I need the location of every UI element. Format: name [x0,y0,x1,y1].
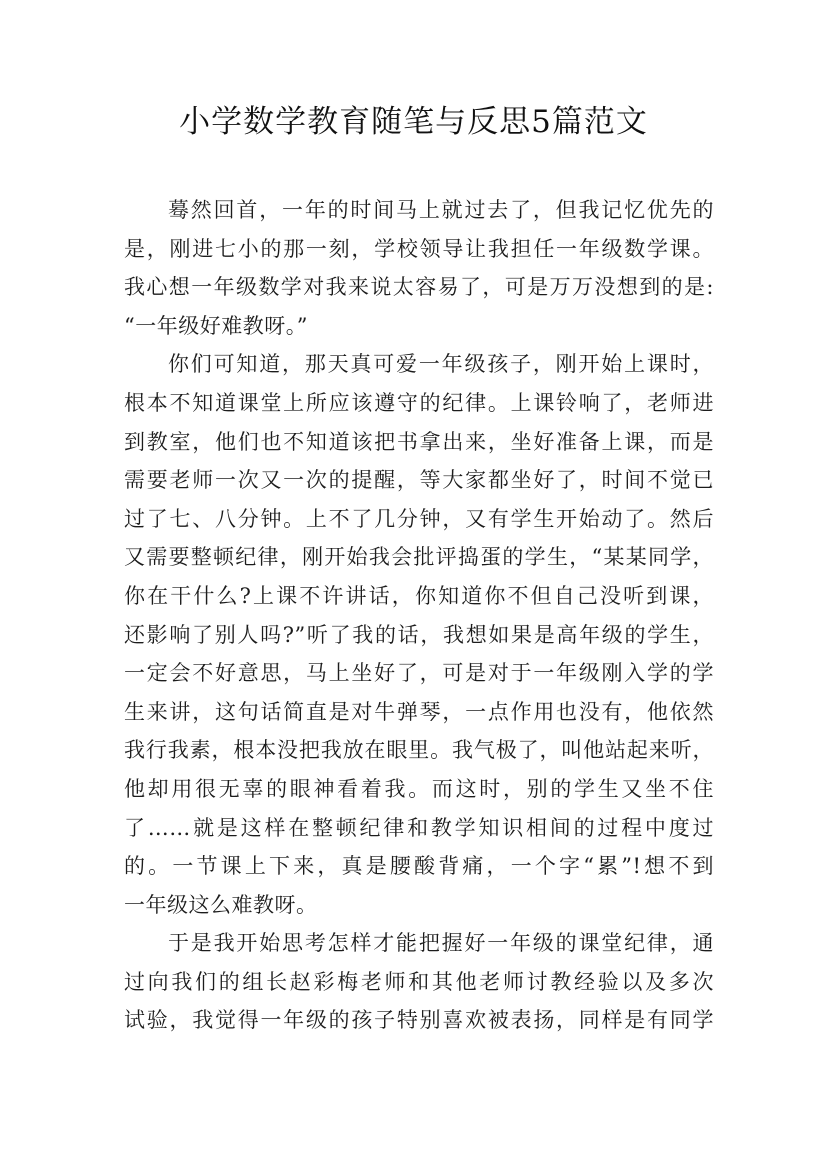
text-line: 了……就是这样在整顿纪律和教学知识相间的过程中度过 [124,815,714,840]
text-line: 一年级这么难教呀。 [124,892,318,917]
text-line: “一年级好难教呀。” [124,313,308,338]
text-line: 过向我们的组长赵彩梅老师和其他老师讨教经验以及多次 [124,969,714,994]
text-line: 你们可知道，那天真可爱一年级孩子，刚开始上课时， [168,352,714,377]
paragraph [124,191,714,345]
paragraph [124,924,714,1040]
text-line: 又需要整顿纪律，刚开始我会批评捣蛋的学生，“某某同学， [124,545,714,570]
text-line: 过了七、八分钟。上不了几分钟，又有学生开始动了。然后 [124,506,714,531]
text-line: 你在干什么?上课不许讲话，你知道你不但自己没听到课， [124,583,714,608]
document-body [124,191,714,1040]
document-title: 小学数学教育随笔与反思5篇范文 [179,104,648,140]
text-line: 他却用很无辜的眼神看着我。而这时，别的学生又坐不住 [124,776,714,801]
paragraph [124,345,714,924]
text-line: 还影响了别人吗?”听了我的话，我想如果是高年级的学生， [124,622,714,647]
text-line: 我行我素，根本没把我放在眼里。我气极了，叫他站起来听， [124,738,714,763]
text-line: 我心想一年级数学对我来说太容易了，可是万万没想到的是: [124,275,714,300]
text-line: 到教室，他们也不知道该把书拿出来，坐好准备上课，而是 [124,429,714,454]
text-line: 的。一节课上下来，真是腰酸背痛，一个字“累”!想不到 [124,854,714,879]
text-line: 试验，我觉得一年级的孩子特别喜欢被表扬，同样是有同学 [124,1008,714,1033]
text-line: 根本不知道课堂上所应该遵守的纪律。上课铃响了，老师进 [124,390,714,415]
text-line: 是，刚进七小的那一刻，学校领导让我担任一年级数学课。 [124,236,714,261]
text-line: 于是我开始思考怎样才能把握好一年级的课堂纪律，通 [168,931,714,956]
text-line: 需要老师一次又一次的提醒，等大家都坐好了，时间不觉已 [124,468,714,493]
text-line: 一定会不好意思，马上坐好了，可是对于一年级刚入学的学 [124,661,714,686]
text-line: 生来讲，这句话简直是对牛弹琴，一点作用也没有，他依然 [124,699,714,724]
text-line: 蓦然回首，一年的时间马上就过去了，但我记忆优先的 [168,198,714,222]
